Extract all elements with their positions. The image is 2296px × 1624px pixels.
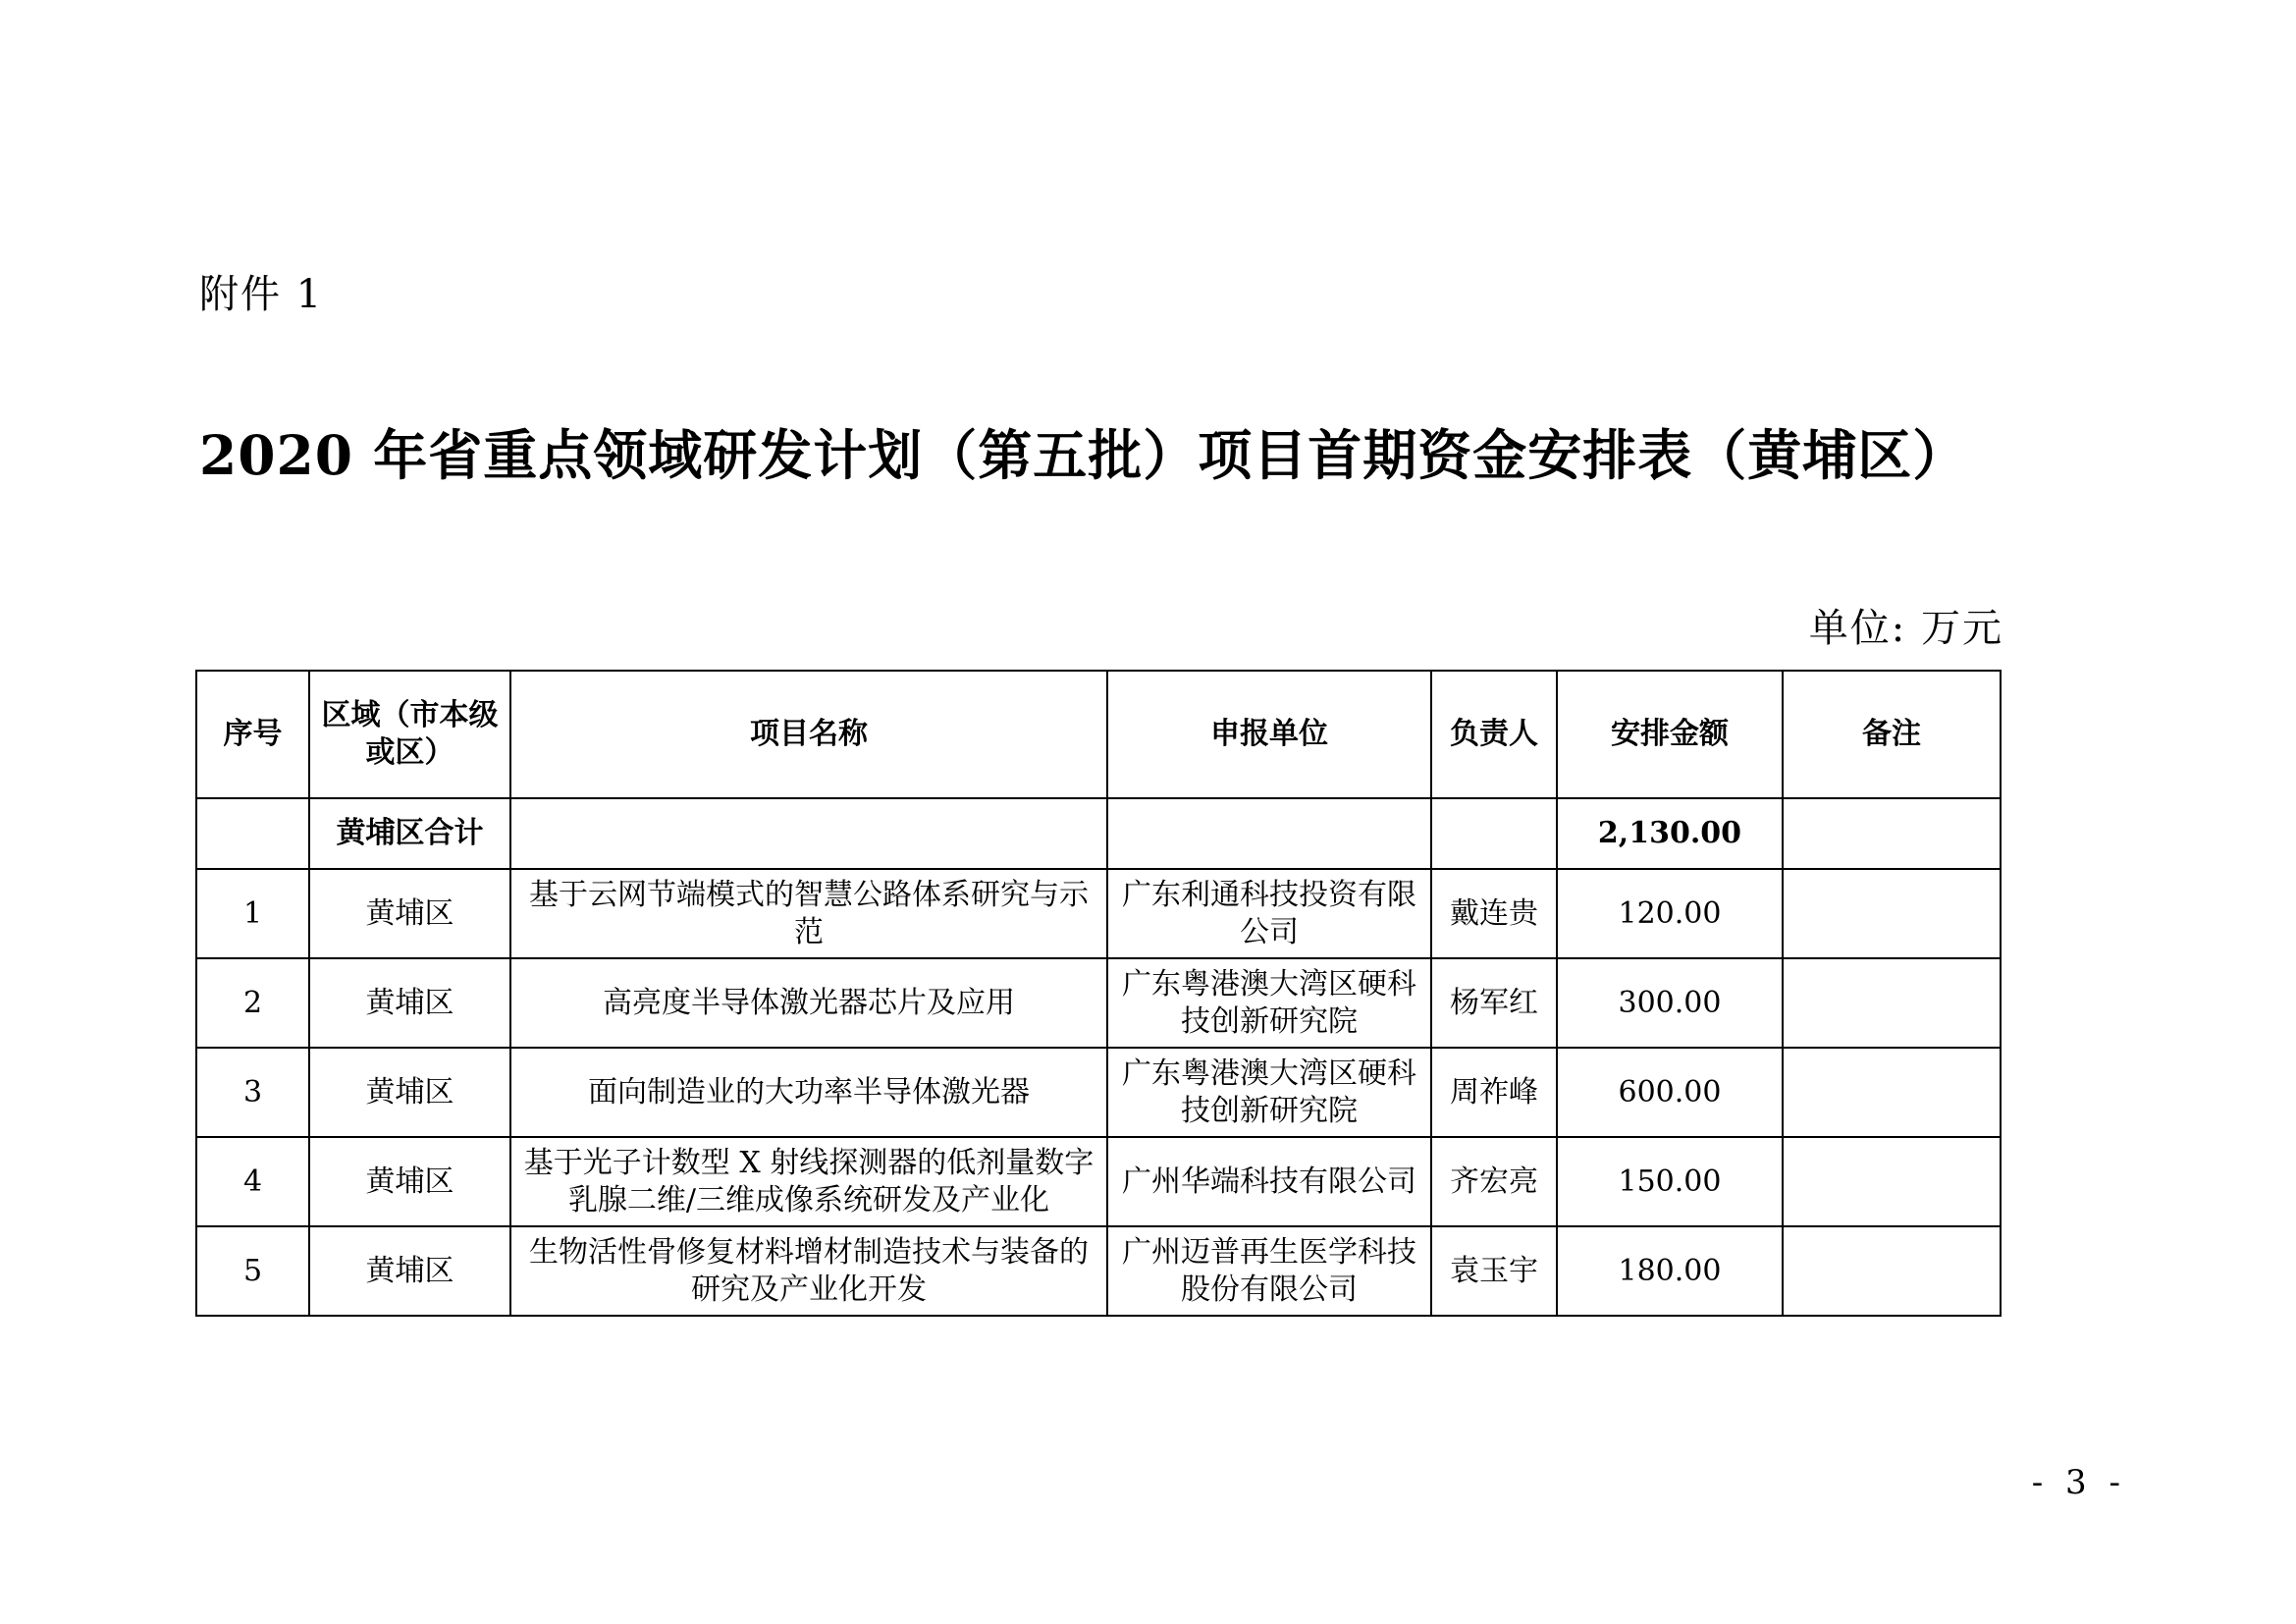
cell-note: [1783, 1226, 2001, 1316]
cell-region: 黄埔区: [309, 869, 510, 958]
table-row: [196, 1137, 2001, 1226]
cell-region: 黄埔区: [309, 1226, 510, 1316]
cell-leader: 杨军红: [1431, 958, 1557, 1048]
cell-note: [1783, 1048, 2001, 1137]
unit-label: 单位: 万元: [1808, 606, 2003, 651]
cell-leader: 周祚峰: [1431, 1048, 1557, 1137]
cell-project: [510, 798, 1107, 869]
cell-unit: 广东粤港澳大湾区硬科技创新研究院: [1107, 958, 1431, 1048]
cell-note: [1783, 869, 2001, 958]
cell-project: 基于云网节端模式的智慧公路体系研究与示范: [510, 869, 1107, 958]
cell-project: 生物活性骨修复材料增材制造技术与装备的研究及产业化开发: [510, 1226, 1107, 1316]
cell-amount: 300.00: [1557, 958, 1783, 1048]
cell-unit: 广东粤港澳大湾区硬科技创新研究院: [1107, 1048, 1431, 1137]
cell-unit: 广州华端科技有限公司: [1107, 1137, 1431, 1226]
table-header-row: [196, 671, 2001, 798]
header-leader: 负责人: [1431, 671, 1557, 798]
header-project: 项目名称: [510, 671, 1107, 798]
cell-region: 黄埔区: [309, 1137, 510, 1226]
cell-amount: 600.00: [1557, 1048, 1783, 1137]
cell-note: [1783, 958, 2001, 1048]
cell-index: [196, 798, 309, 869]
table-row: [196, 869, 2001, 958]
header-index: 序号: [196, 671, 309, 798]
total-row: [196, 798, 2001, 869]
cell-amount: 180.00: [1557, 1226, 1783, 1316]
header-region: 区域（市本级或区）: [309, 671, 510, 798]
cell-amount: 2,130.00: [1557, 798, 1783, 869]
cell-leader: 戴连贵: [1431, 869, 1557, 958]
page-number: - 3 -: [2031, 1463, 2126, 1502]
funding-table: [195, 670, 2002, 1317]
header-unit: 申报单位: [1107, 671, 1431, 798]
header-note: 备注: [1783, 671, 2001, 798]
document-title: 2020 年省重点领域研发计划（第五批）项目首期资金安排表（黄埔区）: [199, 423, 1968, 487]
cell-unit: [1107, 798, 1431, 869]
cell-leader: 齐宏亮: [1431, 1137, 1557, 1226]
cell-note: [1783, 798, 2001, 869]
cell-index: 3: [196, 1048, 309, 1137]
cell-index: 2: [196, 958, 309, 1048]
cell-index: 5: [196, 1226, 309, 1316]
cell-project: 高亮度半导体激光器芯片及应用: [510, 958, 1107, 1048]
cell-unit: 广东利通科技投资有限公司: [1107, 869, 1431, 958]
header-amount: 安排金额: [1557, 671, 1783, 798]
attachment-label: 附件 1: [199, 272, 324, 317]
cell-note: [1783, 1137, 2001, 1226]
cell-index: 4: [196, 1137, 309, 1226]
cell-index: 1: [196, 869, 309, 958]
cell-region: 黄埔区合计: [309, 798, 510, 869]
table-row: [196, 1226, 2001, 1316]
cell-region: 黄埔区: [309, 958, 510, 1048]
table-row: [196, 958, 2001, 1048]
cell-leader: 袁玉宇: [1431, 1226, 1557, 1316]
cell-leader: [1431, 798, 1557, 869]
cell-region: 黄埔区: [309, 1048, 510, 1137]
cell-project: 基于光子计数型 X 射线探测器的低剂量数字乳腺二维/三维成像系统研发及产业化: [510, 1137, 1107, 1226]
cell-unit: 广州迈普再生医学科技股份有限公司: [1107, 1226, 1431, 1316]
cell-amount: 150.00: [1557, 1137, 1783, 1226]
table-row: [196, 1048, 2001, 1137]
cell-project: 面向制造业的大功率半导体激光器: [510, 1048, 1107, 1137]
cell-amount: 120.00: [1557, 869, 1783, 958]
